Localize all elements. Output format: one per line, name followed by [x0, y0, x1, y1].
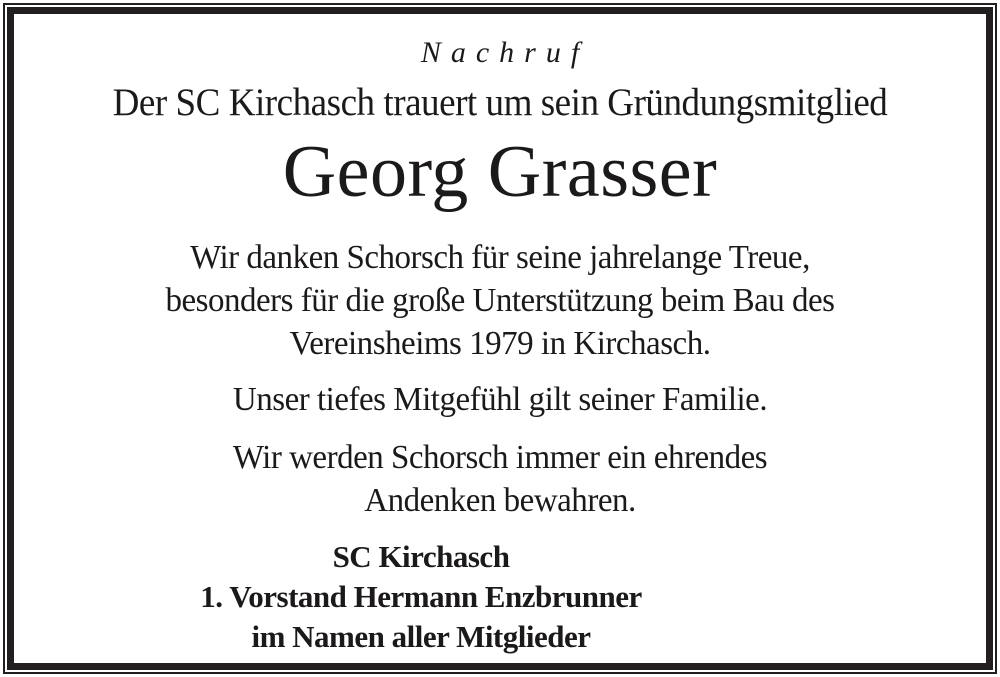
kicker-nachruf: Nachruf	[420, 36, 590, 69]
signature-chairman: 1. Vorstand Hermann Enzbrunner	[200, 579, 642, 614]
signature-members: im Namen aller Mitglieder	[251, 619, 591, 654]
deceased-name: Georg Grasser	[282, 131, 718, 213]
paragraph-line: besonders für die große Unterstützung beim Bau des	[165, 282, 835, 319]
intro-line: Der SC Kirchasch trauert um sein Gründungsmitglied	[112, 81, 888, 124]
paragraph-condolence	[14, 378, 986, 421]
signature-org: SC Kirchasch	[332, 539, 510, 574]
paragraph-remembrance	[14, 436, 986, 522]
paragraph-line: Unser tiefes Mitgefühl gilt seiner Familie.	[232, 381, 768, 418]
paragraph-line: Wir werden Schorsch immer ein ehrendes	[232, 439, 768, 476]
paragraph-line: Andenken bewahren.	[364, 482, 636, 519]
inner-frame-border	[7, 7, 993, 670]
paragraph-line: Vereinsheims 1979 in Kirchasch.	[289, 325, 711, 362]
paragraph-line: Wir danken Schorsch für seine jahrelange Treue,	[190, 239, 810, 276]
outer-frame-line	[3, 3, 997, 674]
paragraph-thanks	[14, 236, 986, 365]
signature-block	[7, 537, 907, 657]
